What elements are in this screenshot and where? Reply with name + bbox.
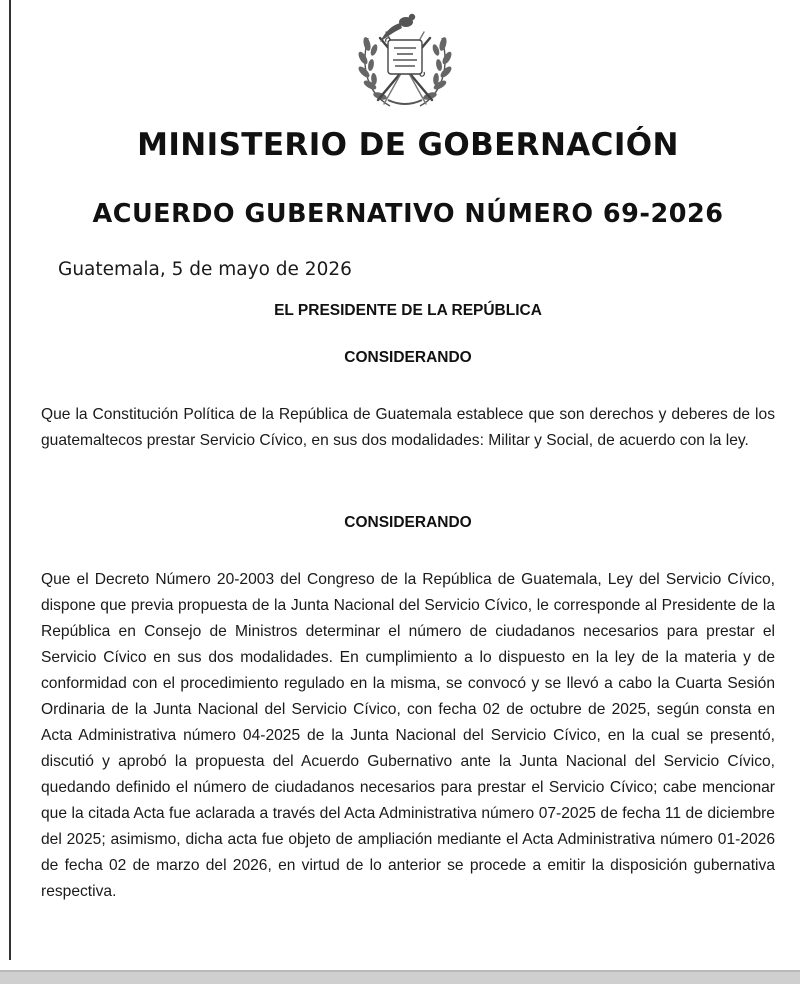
- place-date: Guatemala, 5 de mayo de 2026: [58, 259, 352, 280]
- ministry-title: MINISTERIO DE GOBERNACIÓN: [137, 127, 679, 163]
- page-bottom-edge: [0, 970, 800, 984]
- agreement-title: ACUERDO GUBERNATIVO NÚMERO 69-2026: [92, 199, 724, 229]
- considerando-heading-2: CONSIDERANDO: [344, 514, 472, 531]
- considerando-paragraph-1: Que la Constitución Política de la República de Guatemala establece que son derechos y deberes de los guatemaltecos prestar Servicio Cívico, en sus dos modalidades: Militar y Social, de acuerdo con la ley.: [41, 406, 775, 449]
- coat-of-arms-icon: [350, 8, 460, 112]
- considerando-heading-1: CONSIDERANDO: [344, 349, 472, 366]
- considerando-paragraph-2: Que el Decreto Número 20-2003 del Congreso de la República de Guatemala, Ley del Servicio Cívico, dispone que previa propuesta de la Junta Nacional del Servicio Cívico, le corresponde al Presidente de la República en Consejo de Ministros determinar el número de ciudadanos necesarios para prestar el Servicio Cívico en sus dos modalidades. En cumplimiento a lo dispuesto en la ley de la materia y de conformidad con el procedimiento regulado en la misma, se convocó y se llevó a cabo la Cuarta Sesión Ordinaria de la Junta Nacional del Servicio Cívico, con fecha 02 de octubre de 2025, según consta en Acta Administrativa número 04-2025 de la Junta Nacional del Servicio Cívico, en la cual se presentó, discutió y aprobó la propuesta del Acuerdo Gubernativo ante la Junta Nacional del Servicio Cívico, quedando definido el número de ciudadanos necesarios para prestar el Servicio Cívico; cabe mencionar que la citada Acta fue aclarada a través del Acta Administrativa número 07-2025 de fecha 11 de diciembre del 2025; asimismo, dicha acta fue objeto de ampliación mediante el Acta Administrativa número 01-2026 de fecha 02 de marzo del 2026, en virtud de lo anterior se procede a emitir la disposición gubernativa respectiva.: [41, 571, 775, 900]
- issuer-heading: EL PRESIDENTE DE LA REPÚBLICA: [274, 302, 542, 319]
